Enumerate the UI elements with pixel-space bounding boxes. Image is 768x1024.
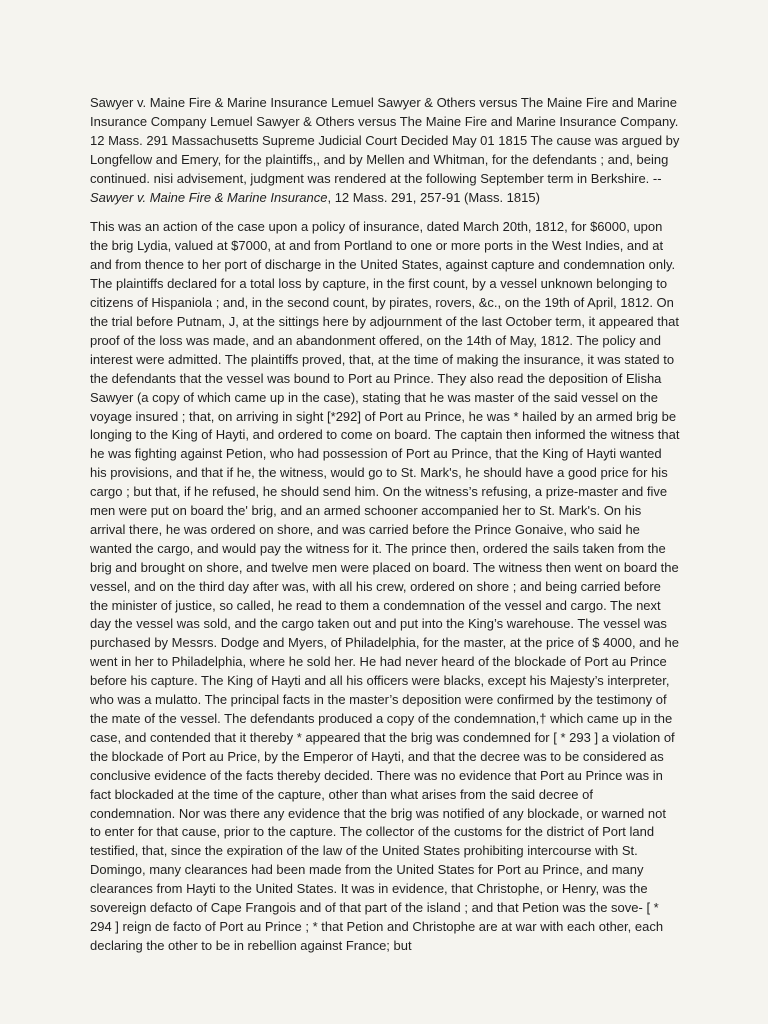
case-header-paragraph [90,94,680,207]
case-header-text: Sawyer v. Maine Fire & Marine Insurance Lemuel Sawyer & Others versus The Maine Fire and Marine Insurance Company Lemuel Sawyer & Others versus The Maine Fire and Marine Insurance Company. 12 Mass. 291 Massachusetts Supreme Judicial Court Decided May 01 1815 The cause was argued by Longfellow and Emery, for the plaintiffs,, and by Mellen and Whitman, for the defendants ; and, being continued. nisi advisement, judgment was rendered at the following September term in Berkshire. -- [90,95,680,186]
case-body-paragraph: This was an action of the case upon a policy of insurance, dated March 20th, 1812, for $6000, upon the brig Lydia, valued at $7000, at and from Portland to one or more ports in the West Indies, and at and from thence to her port of discharge in the United States, against capture and condemnation only. The plaintiffs declared for a total loss by capture, in the first count, by a vessel unknown belonging to citizens of Hispaniola ; and, in the second count, by pirates, rovers, &c., on the 19th of April, 1812. On the trial before Putnam, J, at the sittings here by adjournment of the last October term, it appeared that proof of the loss was made, and an abandonment offered, on the 14th of May, 1812. The policy and interest were admitted. The plaintiffs proved, that, at the time of making the insurance, it was stated to the defendants that the vessel was bound to Port au Prince. They also read the deposition of Elisha Sawyer (a copy of which came up in the case), stating that he was master of the said vessel on the voyage insured ; that, on arriving in sight [*292] of Port au Prince, he was * hailed by an armed brig be longing to the King of Hayti, and ordered to come on board. The captain then informed the witness that he was fighting against Petion, who had possession of Port au Prince, that the King of Hayti wanted his provisions, and that if he, the witness, would go to St. Mark's, he should have a good price for his cargo ; but that, if he refused, he should send him. On the witness’s refusing, a prize-master and five men were put on board the' brig, and an armed schooner accompanied her to St. Mark's. On his arrival there, he was ordered on shore, and was carried before the Prince Gonaive, who said he wanted the cargo, and would pay the witness for it. The prince then, ordered the sails taken from the brig and brought on shore, and twelve men were placed on board. The witness then went on board the vessel, and on the third day after was, with all his crew, ordered on shore ; and being carried before the minister of justice, so called, he read to them a condemnation of the vessel and cargo. The next day the vessel was sold, and the cargo taken out and put into the King’s warehouse. The vessel was purchased by Messrs. Dodge and Myers, of Philadelphia, for the master, at the price of $ 4000, and he went in her to Philadelphia, where he sold her. He had never heard of the blockade of Port au Prince before his capture. The King of Hayti and all his officers were blacks, except his Majesty’s interpreter, who was a mulatto. The principal facts in the master’s deposition were confirmed by the testimony of the mate of the vessel. The defendants produced a copy of the condemnation,† which came up in the case, and contended that it thereby * appeared that the brig was condemned for [ * 293 ] a violation of the blockade of Port au Price, by the Emperor of Hayti, and that the decree was to be considered as conclusive evidence of the facts thereby decided. There was no evidence that Port au Prince was in fact blockaded at the time of the capture, other than what arises from the said decree of condemnation. Nor was there any evidence that the brig was notified of any blockade, or warned not to enter for that cause, prior to the capture. The collector of the customs for the district of Port land testified, that, since the expiration of the law of the United States prohibiting intercourse with St. Domingo, many clearances had been made from the United States for Port au Prince, and many clearances from Hayti to the United States. It was in evidence, that Christophe, or Henry, was the sovereign defacto of Cape Frangois and of that part of the island ; and that Petion was the sove- [ * 294 ] reign de facto of Port au Prince ; * that Petion and Christophe are at war with each other, each declaring the other to be in rebellion against France; but [90,219,680,953]
case-citation-italic: Sawyer v. Maine Fire & Marine Insurance [90,189,328,205]
case-citation-rest: , 12 Mass. 291, 257-91 (Mass. 1815) [327,189,540,205]
